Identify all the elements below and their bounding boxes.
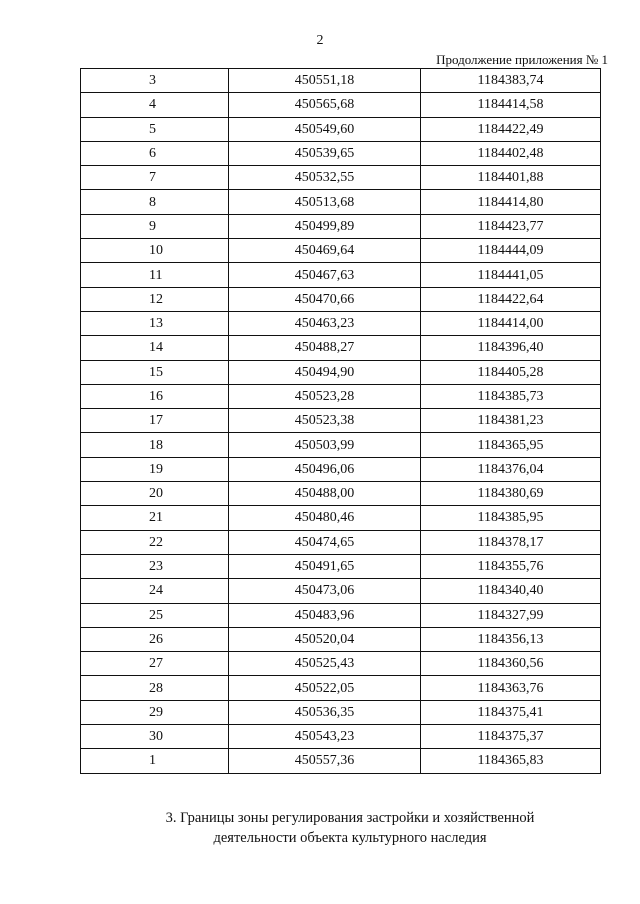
y-coordinate-cell: 1184385,95 bbox=[421, 506, 601, 530]
point-number-cell: 15 bbox=[81, 360, 229, 384]
point-number-cell: 3 bbox=[81, 69, 229, 93]
table-row bbox=[81, 554, 601, 578]
table-row bbox=[81, 676, 601, 700]
table-row bbox=[81, 700, 601, 724]
coordinates-table-body bbox=[81, 69, 601, 774]
y-coordinate-cell: 1184356,13 bbox=[421, 627, 601, 651]
x-coordinate-cell: 450532,55 bbox=[229, 166, 421, 190]
table-row bbox=[81, 263, 601, 287]
point-number-cell: 4 bbox=[81, 93, 229, 117]
y-coordinate-cell: 1184414,80 bbox=[421, 190, 601, 214]
table-row bbox=[81, 93, 601, 117]
point-number-cell: 19 bbox=[81, 457, 229, 481]
x-coordinate-cell: 450523,28 bbox=[229, 384, 421, 408]
x-coordinate-cell: 450522,05 bbox=[229, 676, 421, 700]
point-number-cell: 1 bbox=[81, 749, 229, 773]
section-heading bbox=[100, 808, 600, 848]
section-heading-line-1: 3. Границы зоны регулирования застройки и хозяйственной bbox=[165, 810, 535, 826]
y-coordinate-cell: 1184363,76 bbox=[421, 676, 601, 700]
x-coordinate-cell: 450557,36 bbox=[229, 749, 421, 773]
point-number-cell: 5 bbox=[81, 117, 229, 141]
x-coordinate-cell: 450539,65 bbox=[229, 141, 421, 165]
point-number-cell: 7 bbox=[81, 166, 229, 190]
x-coordinate-cell: 450520,04 bbox=[229, 627, 421, 651]
y-coordinate-cell: 1184376,04 bbox=[421, 457, 601, 481]
point-number-cell: 11 bbox=[81, 263, 229, 287]
x-coordinate-cell: 450463,23 bbox=[229, 311, 421, 335]
table-row bbox=[81, 311, 601, 335]
point-number-cell: 22 bbox=[81, 530, 229, 554]
point-number-cell: 10 bbox=[81, 239, 229, 263]
y-coordinate-cell: 1184355,76 bbox=[421, 554, 601, 578]
x-coordinate-cell: 450536,35 bbox=[229, 700, 421, 724]
table-row bbox=[81, 652, 601, 676]
x-coordinate-cell: 450503,99 bbox=[229, 433, 421, 457]
y-coordinate-cell: 1184444,09 bbox=[421, 239, 601, 263]
y-coordinate-cell: 1184365,95 bbox=[421, 433, 601, 457]
table-row bbox=[81, 166, 601, 190]
x-coordinate-cell: 450523,38 bbox=[229, 409, 421, 433]
y-coordinate-cell: 1184340,40 bbox=[421, 579, 601, 603]
x-coordinate-cell: 450488,27 bbox=[229, 336, 421, 360]
point-number-cell: 8 bbox=[81, 190, 229, 214]
y-coordinate-cell: 1184365,83 bbox=[421, 749, 601, 773]
coordinates-table bbox=[80, 68, 601, 774]
point-number-cell: 6 bbox=[81, 141, 229, 165]
table-row bbox=[81, 141, 601, 165]
continuation-label: Продолжение приложения № 1 bbox=[436, 52, 608, 67]
point-number-cell: 16 bbox=[81, 384, 229, 408]
table-row bbox=[81, 409, 601, 433]
point-number-cell: 29 bbox=[81, 700, 229, 724]
x-coordinate-cell: 450480,46 bbox=[229, 506, 421, 530]
point-number-cell: 24 bbox=[81, 579, 229, 603]
point-number-cell: 9 bbox=[81, 214, 229, 238]
point-number-cell: 12 bbox=[81, 287, 229, 311]
table-row bbox=[81, 239, 601, 263]
table-row bbox=[81, 433, 601, 457]
point-number-cell: 13 bbox=[81, 311, 229, 335]
x-coordinate-cell: 450565,68 bbox=[229, 93, 421, 117]
x-coordinate-cell: 450551,18 bbox=[229, 69, 421, 93]
point-number-cell: 30 bbox=[81, 725, 229, 749]
table-row bbox=[81, 749, 601, 773]
y-coordinate-cell: 1184423,77 bbox=[421, 214, 601, 238]
table-row bbox=[81, 457, 601, 481]
point-number-cell: 25 bbox=[81, 603, 229, 627]
table-row bbox=[81, 627, 601, 651]
y-coordinate-cell: 1184405,28 bbox=[421, 360, 601, 384]
x-coordinate-cell: 450473,06 bbox=[229, 579, 421, 603]
table-row bbox=[81, 336, 601, 360]
x-coordinate-cell: 450549,60 bbox=[229, 117, 421, 141]
y-coordinate-cell: 1184378,17 bbox=[421, 530, 601, 554]
page-number: 2 bbox=[316, 33, 324, 48]
x-coordinate-cell: 450483,96 bbox=[229, 603, 421, 627]
point-number-cell: 28 bbox=[81, 676, 229, 700]
table-row bbox=[81, 117, 601, 141]
section-heading-line-2: деятельности объекта культурного наследия bbox=[213, 830, 487, 846]
point-number-cell: 21 bbox=[81, 506, 229, 530]
point-number-cell: 20 bbox=[81, 482, 229, 506]
y-coordinate-cell: 1184380,69 bbox=[421, 482, 601, 506]
table-row bbox=[81, 506, 601, 530]
y-coordinate-cell: 1184414,00 bbox=[421, 311, 601, 335]
x-coordinate-cell: 450470,66 bbox=[229, 287, 421, 311]
y-coordinate-cell: 1184401,88 bbox=[421, 166, 601, 190]
x-coordinate-cell: 450467,63 bbox=[229, 263, 421, 287]
x-coordinate-cell: 450469,64 bbox=[229, 239, 421, 263]
x-coordinate-cell: 450543,23 bbox=[229, 725, 421, 749]
x-coordinate-cell: 450499,89 bbox=[229, 214, 421, 238]
table-row bbox=[81, 603, 601, 627]
y-coordinate-cell: 1184422,64 bbox=[421, 287, 601, 311]
table-row bbox=[81, 384, 601, 408]
y-coordinate-cell: 1184396,40 bbox=[421, 336, 601, 360]
table-row bbox=[81, 725, 601, 749]
table-row bbox=[81, 287, 601, 311]
point-number-cell: 26 bbox=[81, 627, 229, 651]
y-coordinate-cell: 1184414,58 bbox=[421, 93, 601, 117]
y-coordinate-cell: 1184327,99 bbox=[421, 603, 601, 627]
table-row bbox=[81, 360, 601, 384]
y-coordinate-cell: 1184385,73 bbox=[421, 384, 601, 408]
point-number-cell: 17 bbox=[81, 409, 229, 433]
table-row bbox=[81, 214, 601, 238]
point-number-cell: 14 bbox=[81, 336, 229, 360]
x-coordinate-cell: 450491,65 bbox=[229, 554, 421, 578]
y-coordinate-cell: 1184441,05 bbox=[421, 263, 601, 287]
x-coordinate-cell: 450496,06 bbox=[229, 457, 421, 481]
point-number-cell: 23 bbox=[81, 554, 229, 578]
point-number-cell: 18 bbox=[81, 433, 229, 457]
x-coordinate-cell: 450494,90 bbox=[229, 360, 421, 384]
y-coordinate-cell: 1184383,74 bbox=[421, 69, 601, 93]
y-coordinate-cell: 1184360,56 bbox=[421, 652, 601, 676]
table-row bbox=[81, 530, 601, 554]
table-row bbox=[81, 579, 601, 603]
point-number-cell: 27 bbox=[81, 652, 229, 676]
y-coordinate-cell: 1184375,41 bbox=[421, 700, 601, 724]
table-row bbox=[81, 69, 601, 93]
x-coordinate-cell: 450525,43 bbox=[229, 652, 421, 676]
x-coordinate-cell: 450474,65 bbox=[229, 530, 421, 554]
x-coordinate-cell: 450513,68 bbox=[229, 190, 421, 214]
y-coordinate-cell: 1184422,49 bbox=[421, 117, 601, 141]
x-coordinate-cell: 450488,00 bbox=[229, 482, 421, 506]
table-row bbox=[81, 190, 601, 214]
table-row bbox=[81, 482, 601, 506]
y-coordinate-cell: 1184402,48 bbox=[421, 141, 601, 165]
y-coordinate-cell: 1184381,23 bbox=[421, 409, 601, 433]
y-coordinate-cell: 1184375,37 bbox=[421, 725, 601, 749]
